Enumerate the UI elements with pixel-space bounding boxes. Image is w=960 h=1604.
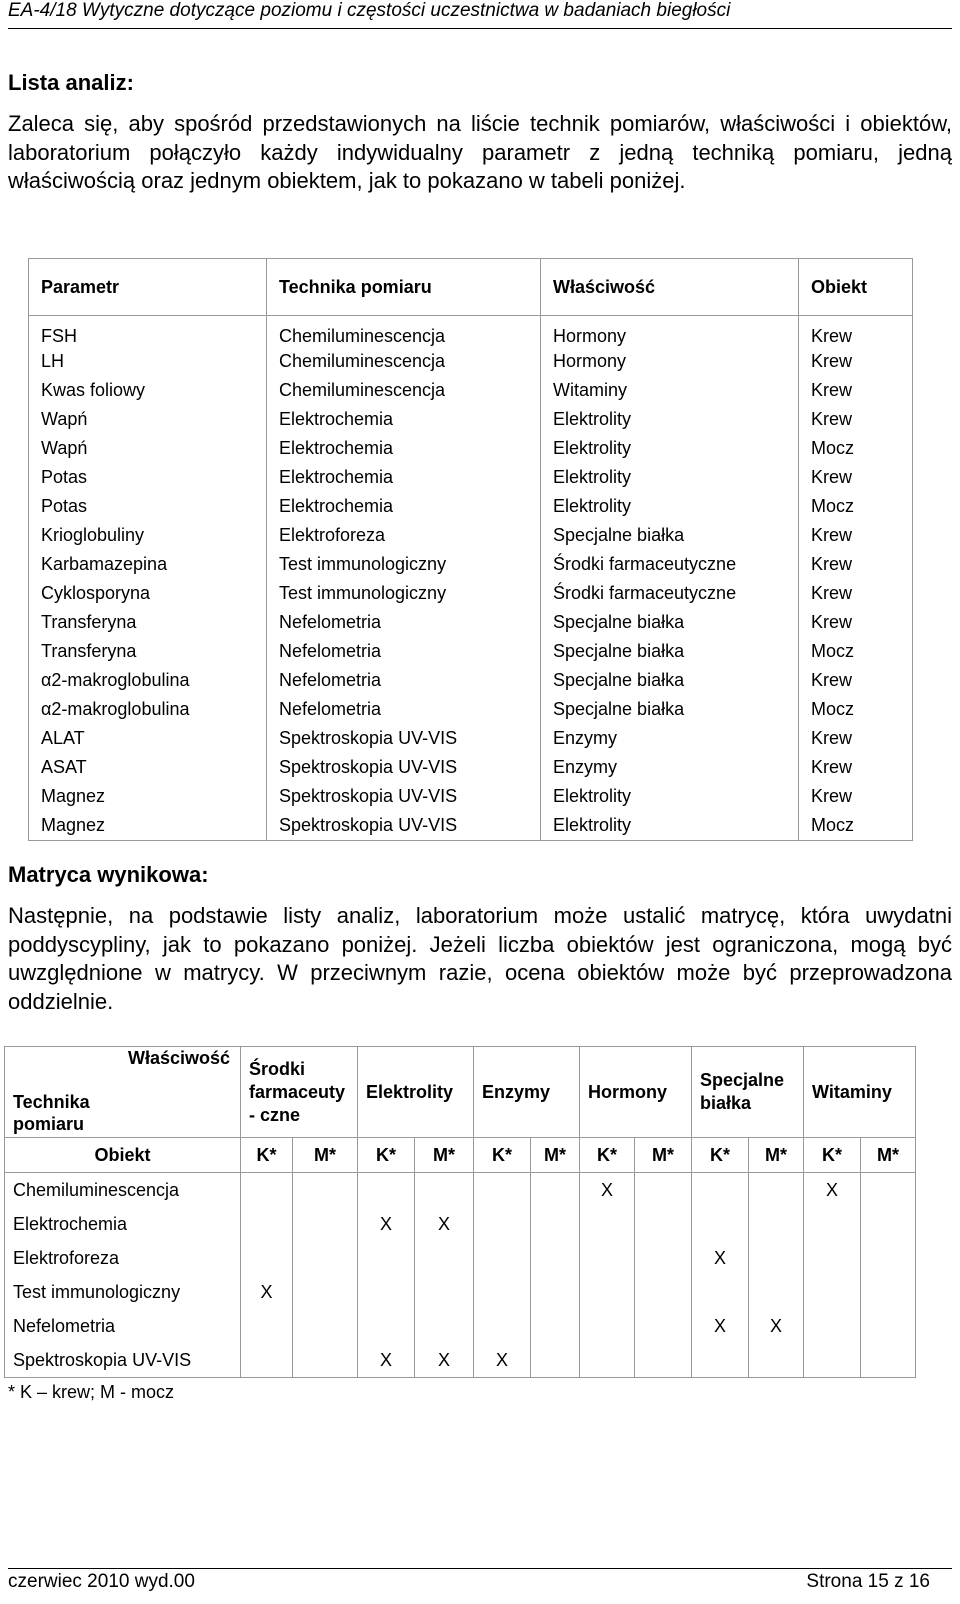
object-label: Obiekt (5, 1138, 241, 1173)
table-cell: Magnez (29, 782, 267, 811)
table-row (29, 521, 913, 550)
property-header: Specjalne białka (692, 1047, 804, 1138)
table-cell: LH (29, 347, 267, 376)
matrix-cell (635, 1207, 692, 1241)
object-code: K* (358, 1138, 415, 1173)
matrix-corner-cell (5, 1047, 241, 1138)
table-cell: Spektroskopia UV-VIS (267, 782, 541, 811)
section-paragraph-result-matrix: Następnie, na podstawie listy analiz, laboratorium może ustalić matrycę, która uwydatni poddyscypliny, jak to pokazano poniżej. Jeżeli liczba obiektów jest ograniczona, mogą być uwzględnione w matrycy. W przeciwnym razie, ocena obiektów może być przeprowadzona oddzielnie. (8, 903, 952, 1014)
table-cell: Potas (29, 463, 267, 492)
matrix-cell (474, 1207, 531, 1241)
matrix-cell (692, 1275, 749, 1309)
matrix-cell (358, 1173, 415, 1208)
table-cell: Krew (799, 521, 913, 550)
table-cell: Krew (799, 666, 913, 695)
matrix-cell (861, 1309, 916, 1343)
property-header: Witaminy (804, 1047, 916, 1138)
matrix-cell: X (749, 1309, 804, 1343)
table-cell: α2-makroglobulina (29, 666, 267, 695)
matrix-cell (635, 1173, 692, 1208)
table-cell: Mocz (799, 695, 913, 724)
table-cell: Spektroskopia UV-VIS (267, 811, 541, 841)
table-cell: Karbamazepina (29, 550, 267, 579)
table-row (29, 782, 913, 811)
table-cell: Kwas foliowy (29, 376, 267, 405)
table-cell: Wapń (29, 434, 267, 463)
table-cell: Spektroskopia UV-VIS (267, 753, 541, 782)
table-cell: Krew (799, 463, 913, 492)
table-cell: Krew (799, 608, 913, 637)
table-row (29, 347, 913, 376)
table-row (29, 316, 913, 348)
matrix-cell (635, 1275, 692, 1309)
matrix-cell (415, 1275, 474, 1309)
object-code: M* (635, 1138, 692, 1173)
table-cell: Krew (799, 316, 913, 348)
table-row (29, 463, 913, 492)
matrix-cell (635, 1343, 692, 1378)
result-matrix-table (4, 1046, 916, 1378)
matrix-cell: X (415, 1343, 474, 1378)
table-row (29, 753, 913, 782)
footer-date-edition: czerwiec 2010 wyd.00 (8, 1571, 195, 1592)
matrix-cell (749, 1207, 804, 1241)
matrix-row (5, 1343, 916, 1378)
table-row (29, 492, 913, 521)
matrix-cell (635, 1241, 692, 1275)
column-header: Właściwość (541, 259, 799, 316)
column-header: Obiekt (799, 259, 913, 316)
table-cell: Specjalne białka (541, 666, 799, 695)
matrix-cell (241, 1207, 293, 1241)
table-cell: Wapń (29, 405, 267, 434)
table-cell: Elektrolity (541, 405, 799, 434)
object-code: K* (804, 1138, 861, 1173)
object-code: K* (580, 1138, 635, 1173)
matrix-cell (241, 1241, 293, 1275)
property-header: Hormony (580, 1047, 692, 1138)
technique-label: Elektroforeza (5, 1241, 241, 1275)
matrix-cell (531, 1309, 580, 1343)
table-cell: Środki farmaceutyczne (541, 550, 799, 579)
column-header: Parametr (29, 259, 267, 316)
table-cell: Elektrolity (541, 492, 799, 521)
matrix-cell: X (241, 1275, 293, 1309)
corner-property-label: Właściwość (127, 1048, 230, 1068)
matrix-cell (861, 1173, 916, 1208)
table-cell: Krew (799, 579, 913, 608)
matrix-cell (293, 1275, 358, 1309)
matrix-cell (580, 1343, 635, 1378)
table-cell: ASAT (29, 753, 267, 782)
table-cell: α2-makroglobulina (29, 695, 267, 724)
table-cell: Nefelometria (267, 695, 541, 724)
footer-page-number: Strona 15 z 16 (806, 1571, 930, 1592)
table-cell: Chemiluminescencja (267, 316, 541, 348)
table-cell: Krew (799, 347, 913, 376)
object-code: M* (415, 1138, 474, 1173)
matrix-cell (692, 1343, 749, 1378)
matrix-row (5, 1173, 916, 1208)
document-header-title: EA-4/18 Wytyczne dotyczące poziomu i częstości uczestnictwa w badaniach biegłości (8, 0, 731, 21)
table-row (29, 724, 913, 753)
table-cell: Transferyna (29, 608, 267, 637)
table-cell: Nefelometria (267, 608, 541, 637)
matrix-cell (358, 1241, 415, 1275)
table-cell: Elektrolity (541, 811, 799, 841)
analysis-list-table (28, 258, 913, 841)
matrix-cell (635, 1309, 692, 1343)
table-cell: Specjalne białka (541, 521, 799, 550)
table-cell: Krew (799, 782, 913, 811)
matrix-cell (474, 1241, 531, 1275)
section-heading-result-matrix: Matryca wynikowa: (8, 862, 209, 887)
matrix-cell (241, 1173, 293, 1208)
matrix-cell: X (358, 1207, 415, 1241)
table-row (29, 376, 913, 405)
matrix-cell (531, 1343, 580, 1378)
matrix-cell (358, 1275, 415, 1309)
table-cell: Chemiluminescencja (267, 347, 541, 376)
table-cell: Witaminy (541, 376, 799, 405)
matrix-cell (580, 1207, 635, 1241)
footnote: * K – krew; M - mocz (8, 1382, 175, 1402)
matrix-cell (749, 1343, 804, 1378)
table-cell: Elektrolity (541, 463, 799, 492)
table-cell: Hormony (541, 347, 799, 376)
table-row (29, 550, 913, 579)
table-header-row (29, 259, 913, 316)
table-cell: Specjalne białka (541, 695, 799, 724)
property-header: Elektrolity (358, 1047, 474, 1138)
matrix-cell: X (415, 1207, 474, 1241)
table-cell: Specjalne białka (541, 608, 799, 637)
table-cell: Test immunologiczny (267, 579, 541, 608)
table-row (29, 811, 913, 841)
table-cell: Mocz (799, 637, 913, 666)
matrix-cell (474, 1275, 531, 1309)
table-cell: Elektrochemia (267, 405, 541, 434)
matrix-cell (861, 1275, 916, 1309)
matrix-cell (531, 1207, 580, 1241)
object-code: K* (692, 1138, 749, 1173)
matrix-cell (415, 1241, 474, 1275)
matrix-row (5, 1241, 916, 1275)
table-cell: Potas (29, 492, 267, 521)
matrix-cell (580, 1241, 635, 1275)
analysis-list-body (29, 316, 913, 841)
matrix-cell (358, 1309, 415, 1343)
matrix-cell (804, 1343, 861, 1378)
corner-technique-label: Technika pomiaru (13, 1092, 90, 1134)
matrix-cell (692, 1207, 749, 1241)
table-cell: Magnez (29, 811, 267, 841)
footer-rule (8, 1568, 952, 1569)
matrix-row (5, 1207, 916, 1241)
matrix-cell: X (580, 1173, 635, 1208)
table-cell: ALAT (29, 724, 267, 753)
object-code: K* (474, 1138, 531, 1173)
table-cell: Krew (799, 550, 913, 579)
matrix-cell (293, 1309, 358, 1343)
property-header: Środki farmaceuty - czne (241, 1047, 358, 1138)
matrix-cell (474, 1173, 531, 1208)
table-cell: Mocz (799, 492, 913, 521)
technique-label: Test immunologiczny (5, 1275, 241, 1309)
table-row (29, 666, 913, 695)
table-cell: Transferyna (29, 637, 267, 666)
matrix-property-header-row (5, 1047, 916, 1138)
matrix-cell (692, 1173, 749, 1208)
table-cell: Krioglobuliny (29, 521, 267, 550)
matrix-cell (749, 1275, 804, 1309)
table-cell: Nefelometria (267, 666, 541, 695)
matrix-cell (804, 1309, 861, 1343)
table-cell: Test immunologiczny (267, 550, 541, 579)
matrix-cell (293, 1207, 358, 1241)
matrix-cell (861, 1207, 916, 1241)
section-heading-analysis-list: Lista analiz: (8, 70, 134, 95)
technique-label: Nefelometria (5, 1309, 241, 1343)
matrix-cell (804, 1241, 861, 1275)
matrix-cell (474, 1309, 531, 1343)
table-cell: Spektroskopia UV-VIS (267, 724, 541, 753)
table-row (29, 405, 913, 434)
technique-label: Spektroskopia UV-VIS (5, 1343, 241, 1378)
matrix-cell (293, 1241, 358, 1275)
table-cell: Elektrochemia (267, 463, 541, 492)
property-header: Enzymy (474, 1047, 580, 1138)
table-cell: Elektrolity (541, 782, 799, 811)
matrix-cell: X (692, 1309, 749, 1343)
table-cell: Specjalne białka (541, 637, 799, 666)
matrix-row (5, 1275, 916, 1309)
matrix-cell (241, 1309, 293, 1343)
table-row (29, 695, 913, 724)
matrix-cell: X (804, 1173, 861, 1208)
table-cell: Nefelometria (267, 637, 541, 666)
matrix-cell (749, 1241, 804, 1275)
matrix-cell: X (474, 1343, 531, 1378)
object-code: K* (241, 1138, 293, 1173)
matrix-cell (749, 1173, 804, 1208)
table-cell: Enzymy (541, 724, 799, 753)
header-rule (8, 28, 952, 29)
matrix-cell (861, 1241, 916, 1275)
matrix-cell: X (358, 1343, 415, 1378)
table-cell: Elektroforeza (267, 521, 541, 550)
object-code: M* (861, 1138, 916, 1173)
matrix-cell (241, 1343, 293, 1378)
table-cell: Elektrochemia (267, 492, 541, 521)
table-row (29, 608, 913, 637)
column-header: Technika pomiaru (267, 259, 541, 316)
table-cell: Cyklosporyna (29, 579, 267, 608)
matrix-cell (804, 1207, 861, 1241)
section-paragraph-analysis-list: Zaleca się, aby spośród przedstawionych na liście technik pomiarów, właściwości i obiektów, laboratorium połączyło każdy indywidualny parametr z jedną techniką pomiaru, jedną właściwością oraz jednym obiektem, jak to pokazano w tabeli poniżej. (8, 111, 952, 193)
table-cell: Środki farmaceutyczne (541, 579, 799, 608)
table-cell: FSH (29, 316, 267, 348)
table-cell: Krew (799, 405, 913, 434)
matrix-cell: X (692, 1241, 749, 1275)
technique-label: Elektrochemia (5, 1207, 241, 1241)
matrix-cell (580, 1309, 635, 1343)
matrix-cell (531, 1241, 580, 1275)
table-row (29, 637, 913, 666)
matrix-cell (415, 1309, 474, 1343)
table-cell: Hormony (541, 316, 799, 348)
matrix-cell (531, 1275, 580, 1309)
object-code: M* (749, 1138, 804, 1173)
table-cell: Krew (799, 753, 913, 782)
object-code: M* (531, 1138, 580, 1173)
matrix-row (5, 1309, 916, 1343)
matrix-body (5, 1173, 916, 1378)
technique-label: Chemiluminescencja (5, 1173, 241, 1208)
matrix-cell (531, 1173, 580, 1208)
table-cell: Mocz (799, 434, 913, 463)
table-cell: Elektrolity (541, 434, 799, 463)
object-code: M* (293, 1138, 358, 1173)
matrix-cell (293, 1173, 358, 1208)
table-cell: Elektrochemia (267, 434, 541, 463)
table-cell: Enzymy (541, 753, 799, 782)
table-cell: Krew (799, 376, 913, 405)
matrix-cell (804, 1275, 861, 1309)
matrix-cell (580, 1275, 635, 1309)
matrix-cell (861, 1343, 916, 1378)
table-cell: Mocz (799, 811, 913, 841)
table-row (29, 579, 913, 608)
table-cell: Krew (799, 724, 913, 753)
matrix-cell (293, 1343, 358, 1378)
table-cell: Chemiluminescencja (267, 376, 541, 405)
matrix-object-row (5, 1138, 916, 1173)
table-row (29, 434, 913, 463)
matrix-cell (415, 1173, 474, 1208)
